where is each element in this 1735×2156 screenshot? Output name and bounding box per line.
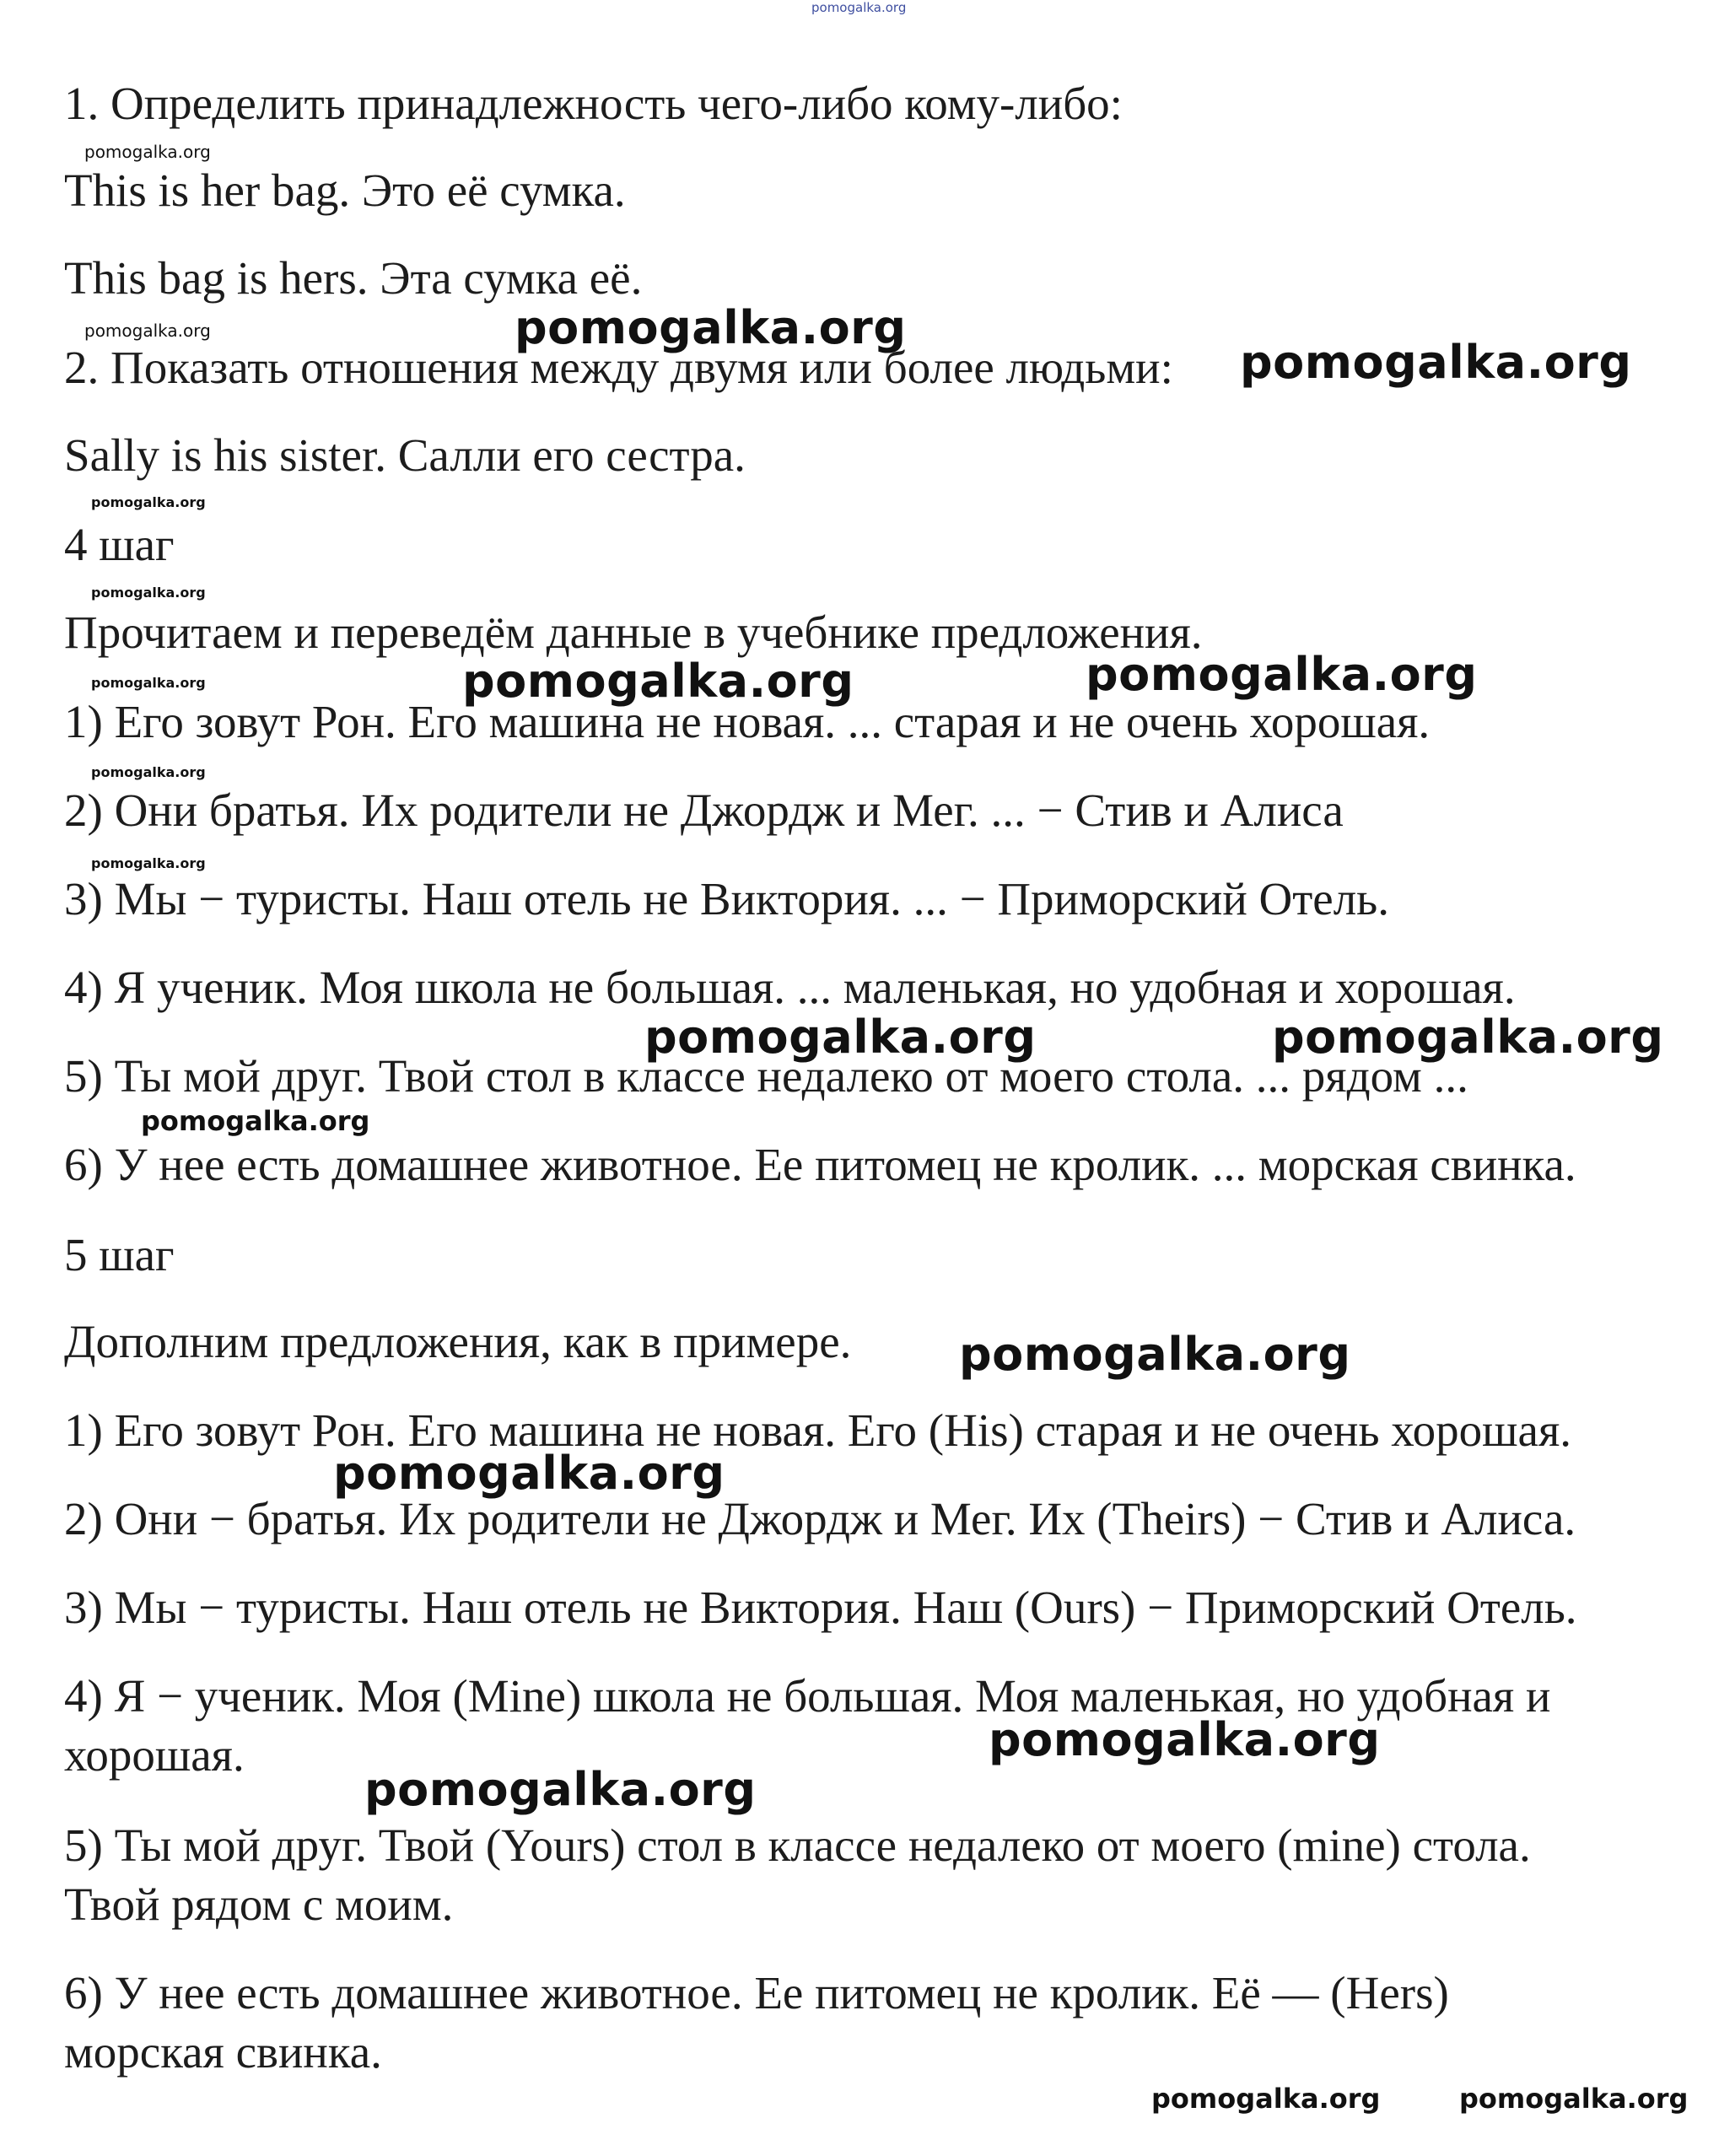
step-4-heading: 4 шаг (64, 519, 175, 570)
example-line: This is her bag. Это её сумка. (64, 164, 626, 216)
section-2-heading: 2. Показать отношения между двумя или более людьми: (64, 342, 1173, 393)
example-line: This bag is hers. Эта сумка её. (64, 252, 643, 304)
step-5-item-1: 1) Его зовут Рон. Его машина не новая. Его (His) старая и не очень хорошая. (64, 1404, 1571, 1456)
step-4-item-2: 2) Они братья. Их родители не Джордж и Мег. ... − Стив и Алиса (64, 784, 1344, 836)
watermark: pomogalka.org (1086, 648, 1478, 701)
example-line: Sally is his sister. Салли его сестра. (64, 429, 746, 481)
watermark: pomogalka.org (91, 494, 206, 510)
step-4-item-4: 4) Я ученик. Моя школа не большая. ... маленькая, но удобная и хорошая. (64, 962, 1516, 1013)
watermark: pomogalka.org (91, 585, 206, 601)
step-5-instruction: Дополним предложения, как в примере. (64, 1316, 852, 1367)
watermark: pomogalka.org (1459, 2083, 1689, 2115)
watermark: pomogalka.org (644, 1011, 1037, 1064)
step-4-item-1: 1) Его зовут Рон. Его машина не новая. ... старая и не очень хорошая. (64, 696, 1431, 747)
header-watermark: pomogalka.org (811, 0, 907, 15)
watermark: pomogalka.org (1240, 336, 1632, 389)
step-5-heading: 5 шаг (64, 1229, 175, 1280)
step-5-item-5-cont: Твой рядом с моим. (64, 1878, 454, 1930)
watermark: pomogalka.org (989, 1713, 1381, 1766)
step-4-item-3: 3) Мы − туристы. Наш отель не Виктория. ... − Приморский Отель. (64, 873, 1389, 924)
watermark: pomogalka.org (959, 1328, 1351, 1381)
watermark: pomogalka.org (91, 675, 206, 691)
watermark: pomogalka.org (91, 855, 206, 871)
watermark: pomogalka.org (515, 301, 907, 354)
step-5-item-6: 6) У нее есть домашнее животное. Ее питомец не кролик. Её — (Hers) (64, 1967, 1449, 2019)
step-5-item-6-cont: морская свинка. (64, 2026, 382, 2078)
watermark: pomogalka.org (333, 1447, 725, 1500)
watermark: pomogalka.org (84, 321, 211, 341)
step-5-item-4: 4) Я − ученик. Моя (Mine) школа не большая. Моя маленькая, но удобная и (64, 1670, 1551, 1722)
step-4-instruction: Прочитаем и переведём данные в учебнике предложения. (64, 606, 1203, 658)
watermark: pomogalka.org (364, 1763, 757, 1816)
section-1-heading: 1. Определить принадлежность чего-либо кому-либо: (64, 78, 1123, 129)
step-5-item-4-cont: хорошая. (64, 1729, 245, 1781)
watermark: pomogalka.org (1151, 2083, 1381, 2115)
watermark: pomogalka.org (91, 764, 206, 780)
step-4-item-5: 5) Ты мой друг. Твой стол в классе недалеко от моего стола. ... рядом ... (64, 1050, 1468, 1102)
watermark: pomogalka.org (84, 142, 211, 162)
watermark: pomogalka.org (462, 655, 854, 708)
step-5-item-3: 3) Мы − туристы. Наш отель не Виктория. Наш (Ours) − Приморский Отель. (64, 1582, 1577, 1633)
step-5-item-2: 2) Они − братья. Их родители не Джордж и Мег. Их (Theirs) − Стив и Алиса. (64, 1493, 1576, 1544)
watermark: pomogalka.org (141, 1105, 370, 1137)
step-5-item-5: 5) Ты мой друг. Твой (Yours) стол в классе недалеко от моего (mine) стола. (64, 1819, 1531, 1871)
step-4-item-6: 6) У нее есть домашнее животное. Ее питомец не кролик. ... морская свинка. (64, 1139, 1576, 1190)
watermark: pomogalka.org (1272, 1011, 1664, 1064)
